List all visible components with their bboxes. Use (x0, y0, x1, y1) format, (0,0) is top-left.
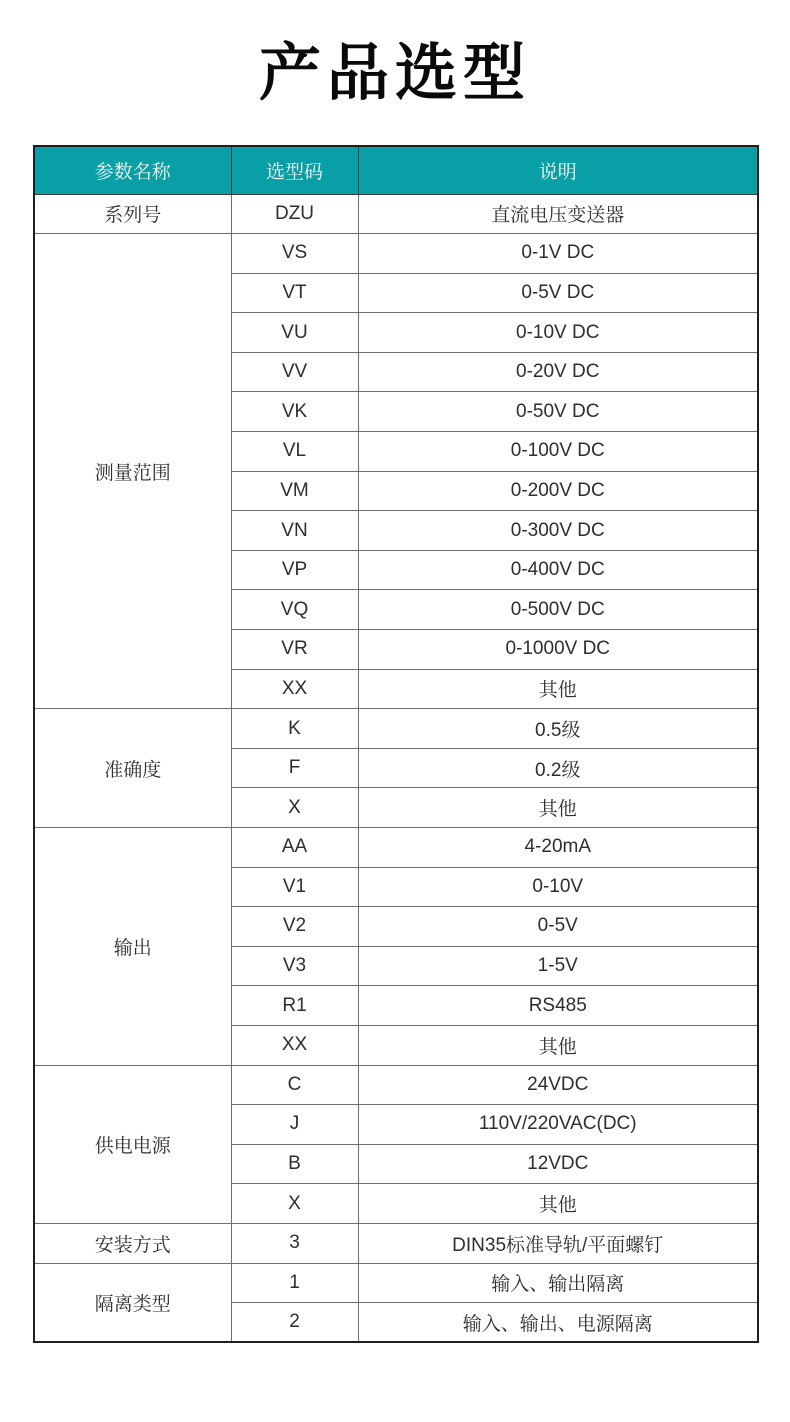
desc-cell: DIN35标准导轨/平面螺钉 (358, 1223, 758, 1263)
desc-cell: 0.5级 (358, 709, 758, 749)
code-cell: V2 (231, 907, 358, 947)
code-cell: J (231, 1105, 358, 1145)
code-cell: 3 (231, 1223, 358, 1263)
code-cell: B (231, 1144, 358, 1184)
desc-cell: 0-400V DC (358, 550, 758, 590)
desc-cell: 0-300V DC (358, 511, 758, 551)
desc-cell: 110V/220VAC(DC) (358, 1105, 758, 1145)
code-cell: 1 (231, 1263, 358, 1303)
param-cell: 准确度 (34, 709, 231, 828)
code-cell: V3 (231, 946, 358, 986)
code-cell: VR (231, 630, 358, 670)
code-cell: VM (231, 471, 358, 511)
code-cell: VT (231, 273, 358, 313)
header-selection-code: 选型码 (231, 146, 358, 194)
desc-cell: 24VDC (358, 1065, 758, 1105)
code-cell: VK (231, 392, 358, 432)
desc-cell: 0-5V DC (358, 273, 758, 313)
code-cell: VN (231, 511, 358, 551)
code-cell: K (231, 709, 358, 749)
code-cell: XX (231, 669, 358, 709)
table-header (34, 146, 758, 194)
page-title: 产品选型 (258, 39, 531, 108)
desc-cell: 0-500V DC (358, 590, 758, 630)
code-cell: C (231, 1065, 358, 1105)
code-cell: X (231, 788, 358, 828)
table-row (34, 709, 758, 749)
desc-cell: 其他 (358, 669, 758, 709)
product-selection-table (33, 145, 759, 1343)
table-row (34, 194, 758, 234)
desc-cell: 0-10V DC (358, 313, 758, 353)
desc-cell: 0-1V DC (358, 234, 758, 274)
code-cell: VS (231, 234, 358, 274)
param-cell: 隔离类型 (34, 1263, 231, 1342)
code-cell: XX (231, 1025, 358, 1065)
code-cell: V1 (231, 867, 358, 907)
desc-cell: 0-100V DC (358, 432, 758, 472)
desc-cell: 0-1000V DC (358, 630, 758, 670)
table-row (34, 1223, 758, 1263)
table-row (34, 828, 758, 868)
desc-cell: 输入、输出、电源隔离 (358, 1303, 758, 1343)
code-cell: F (231, 748, 358, 788)
header-param-name: 参数名称 (34, 146, 231, 194)
code-cell: VU (231, 313, 358, 353)
code-cell: R1 (231, 986, 358, 1026)
table-row (34, 234, 758, 274)
desc-cell: 0.2级 (358, 748, 758, 788)
code-cell: AA (231, 828, 358, 868)
code-cell: 2 (231, 1303, 358, 1343)
table-body (34, 194, 758, 1342)
desc-cell: 1-5V (358, 946, 758, 986)
code-cell: VV (231, 352, 358, 392)
code-cell: VL (231, 432, 358, 472)
desc-cell: 0-20V DC (358, 352, 758, 392)
param-cell: 系列号 (34, 194, 231, 234)
desc-cell: 0-5V (358, 907, 758, 947)
desc-cell: 输入、输出隔离 (358, 1263, 758, 1303)
desc-cell: 其他 (358, 1184, 758, 1224)
desc-cell: 0-200V DC (358, 471, 758, 511)
param-cell: 测量范围 (34, 234, 231, 709)
code-cell: X (231, 1184, 358, 1224)
header-row (34, 146, 758, 194)
desc-cell: 其他 (358, 1025, 758, 1065)
desc-cell: 直流电压变送器 (358, 194, 758, 234)
table-row (34, 1065, 758, 1105)
param-cell: 输出 (34, 828, 231, 1066)
code-cell: VP (231, 550, 358, 590)
desc-cell: 12VDC (358, 1144, 758, 1184)
param-cell: 供电电源 (34, 1065, 231, 1223)
header-description: 说明 (358, 146, 758, 194)
code-cell: VQ (231, 590, 358, 630)
table-container (33, 145, 757, 1343)
desc-cell: 0-10V (358, 867, 758, 907)
desc-cell: 0-50V DC (358, 392, 758, 432)
desc-cell: 4-20mA (358, 828, 758, 868)
param-cell: 安装方式 (34, 1223, 231, 1263)
desc-cell: RS485 (358, 986, 758, 1026)
code-cell: DZU (231, 194, 358, 234)
desc-cell: 其他 (358, 788, 758, 828)
table-row (34, 1263, 758, 1303)
